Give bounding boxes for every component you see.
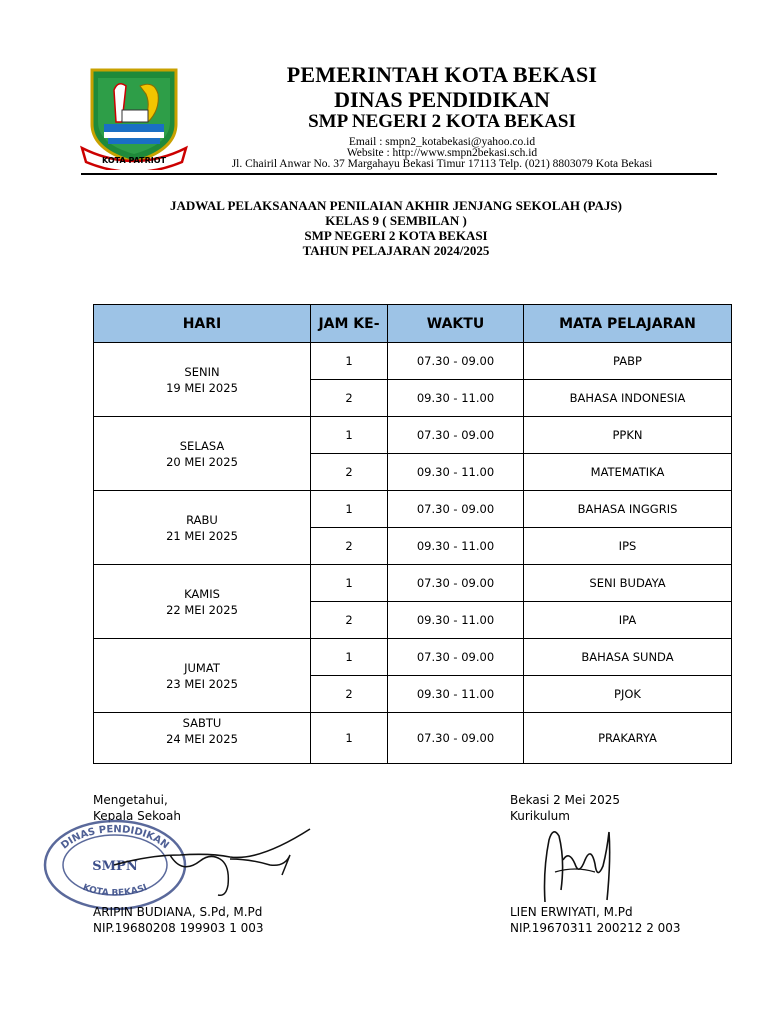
kop-email: Email : smpn2_kotabekasi@yahoo.co.id [348,136,536,148]
curriculum-signature [535,820,615,910]
waktu-cell: 09.30 - 11.00 [388,528,524,565]
day-name: KAMIS [184,586,220,601]
jam-cell: 1 [311,713,388,764]
kop-dinas: DINAS PENDIDIKAN [334,87,550,112]
day-cell [94,713,311,764]
waktu-cell: 09.30 - 11.00 [388,454,524,491]
mapel-cell: IPS [524,528,732,565]
jam-cell: 2 [311,380,388,417]
waktu-cell: 07.30 - 09.00 [388,343,524,380]
stamp-bottom-text: KOTA BEKASI [81,882,149,899]
principal-signature [110,825,315,900]
day-date: 22 MEI 2025 [166,602,238,617]
day-name: SABTU [182,716,222,730]
mapel-cell: PPKN [524,417,732,454]
table-row [94,565,732,602]
waktu-cell: 07.30 - 09.00 [388,417,524,454]
document-title: JADWAL PELAKSANAAN PENILAIAN AKHIR JENJANG SEKOLAH (PAJS) [170,198,622,213]
header-waktu: WAKTU [388,305,524,343]
day-name: RABU [186,512,218,527]
curriculum-name: LIEN ERWIYATI, M.Pd [510,905,633,919]
mapel-cell: SENI BUDAYA [524,565,732,602]
jam-cell: 1 [311,491,388,528]
signature-right-line1: Bekasi 2 Mei 2025 [510,793,620,807]
mapel-cell: PJOK [524,676,732,713]
jam-cell: 1 [311,417,388,454]
kop-pemerintah: PEMERINTAH KOTA BEKASI [286,62,598,87]
kop-website: Website : http://www.smpn2bekasi.sch.id [346,147,538,159]
logo-ribbon-text: KOTA PATRIOT [101,156,167,165]
jam-cell: 2 [311,528,388,565]
jam-cell: 1 [311,343,388,380]
document-subtitle-class: KELAS 9 ( SEMBILAN ) [325,213,467,228]
kop-sekolah: SMP NEGERI 2 KOTA BEKASI [308,111,576,132]
day-name: SELASA [179,438,225,453]
signature-right-footer [510,904,681,936]
stamp-top-text: DINAS PENDIDIKAN [59,824,171,852]
stamp-center-text: SMPN [92,859,138,874]
header-jam: JAM KE- [311,305,388,343]
principal-name: ARIPIN BUDIANA, S.Pd, M.Pd [93,905,263,919]
schedule-table [93,304,732,764]
waktu-cell: 07.30 - 09.00 [388,713,524,764]
table-row [94,639,732,676]
table-row [94,417,732,454]
mapel-cell: PRAKARYA [524,713,732,764]
mapel-cell: BAHASA INGGRIS [524,491,732,528]
day-date: 20 MEI 2025 [166,454,238,469]
day-date: 21 MEI 2025 [166,528,238,543]
day-date: 19 MEI 2025 [166,380,238,395]
waktu-cell: 09.30 - 11.00 [388,602,524,639]
kop-address: Jl. Chairil Anwar No. 37 Margahayu Bekasi Timur 17113 Telp. (021) 8803079 Kota Bekasi [231,158,653,170]
header-mapel: MATA PELAJARAN [524,305,732,343]
day-cell [94,417,311,491]
principal-nip: NIP.19680208 199903 1 003 [93,921,264,935]
waktu-cell: 07.30 - 09.00 [388,565,524,602]
mapel-cell: BAHASA INDONESIA [524,380,732,417]
jam-cell: 2 [311,676,388,713]
signature-right-line2: Kurikulum [510,809,570,823]
day-cell [94,639,311,713]
jam-cell: 2 [311,602,388,639]
table-row [94,491,732,528]
curriculum-nip: NIP.19670311 200212 2 003 [510,921,681,935]
day-cell [94,343,311,417]
signature-left-line1: Mengetahui, [93,793,168,807]
signature-left-line2: Kepala Sekoah [93,809,181,823]
document-subtitle-school: SMP NEGERI 2 KOTA BEKASI [304,228,488,243]
waktu-cell: 07.30 - 09.00 [388,639,524,676]
jam-cell: 1 [311,565,388,602]
jam-cell: 1 [311,639,388,676]
waktu-cell: 09.30 - 11.00 [388,676,524,713]
kota-bekasi-emblem [78,66,190,170]
day-name: SENIN [184,364,220,379]
day-name: JUMAT [184,660,220,675]
signature-left-footer [93,904,264,936]
waktu-cell: 07.30 - 09.00 [388,491,524,528]
mapel-cell: BAHASA SUNDA [524,639,732,676]
day-date: 23 MEI 2025 [166,676,238,691]
mapel-cell: MATEMATIKA [524,454,732,491]
table-row [94,343,732,380]
mapel-cell: PABP [524,343,732,380]
day-date: 24 MEI 2025 [166,732,238,746]
table-header-row [94,305,732,343]
document-subtitle-year: TAHUN PELAJARAN 2024/2025 [302,243,490,258]
waktu-cell: 09.30 - 11.00 [388,380,524,417]
header-hari: HARI [94,305,311,343]
mapel-cell: IPA [524,602,732,639]
jam-cell: 2 [311,454,388,491]
day-cell [94,565,311,639]
table-row [94,713,732,764]
letterhead-divider [81,173,717,175]
day-cell [94,491,311,565]
